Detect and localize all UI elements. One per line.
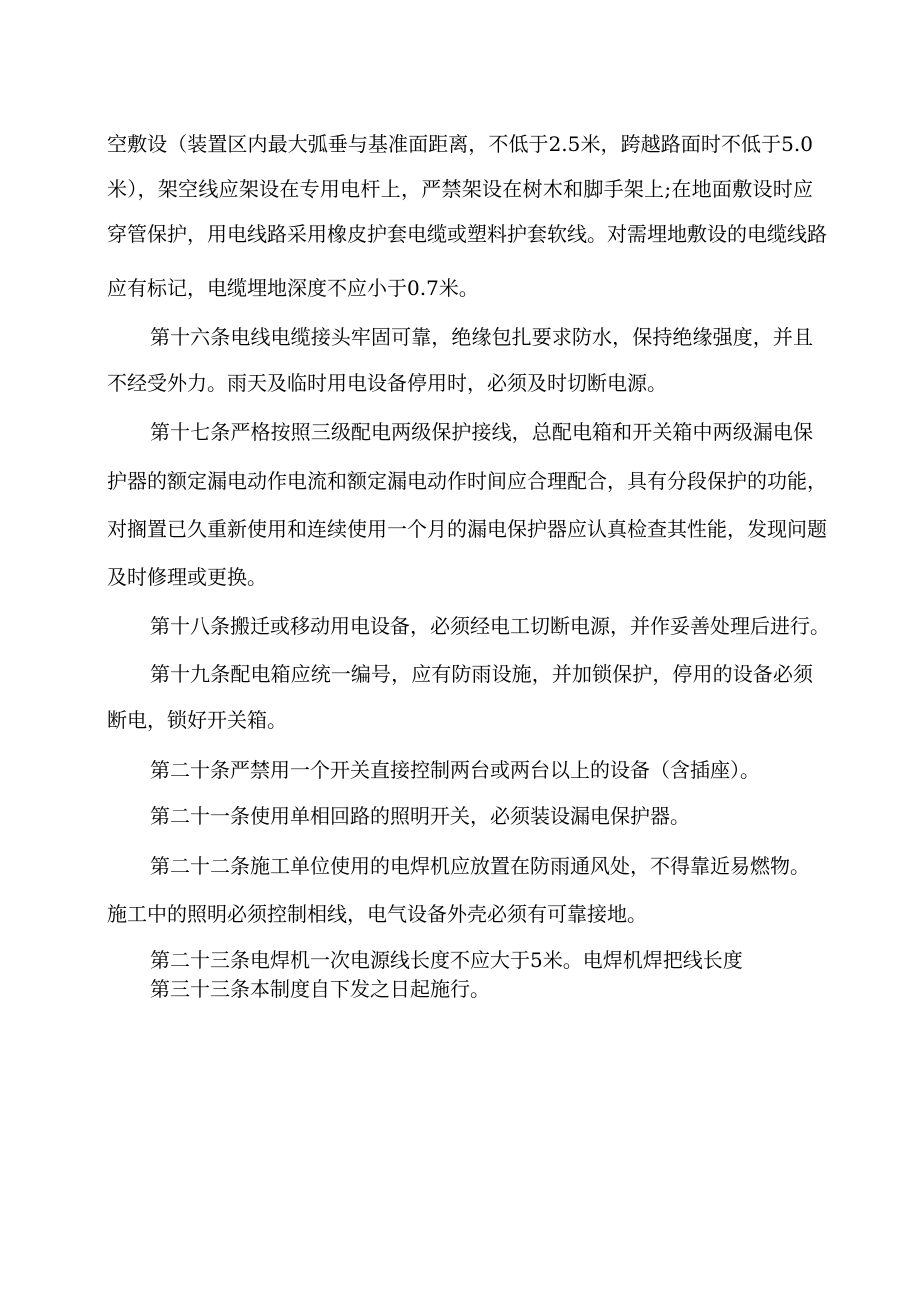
article-17-line: 对搁置已久重新使用和连续使用一个月的漏电保护器应认真检查其性能，发现问题 (107, 517, 827, 541)
article-19-line: 第十九条配电箱应统一编号，应有防雨设施，并加锁保护，停用的设备必须 (150, 662, 813, 686)
article-17-line: 第十七条严格按照三级配电两级保护接线，总配电箱和开关箱中两级漏电保 (150, 420, 813, 444)
paragraph-line: 米），架空线应架设在专用电杆上，严禁架设在树木和脚手架上;在地面敷设时应 (107, 177, 813, 201)
article-17-line: 及时修理或更换。 (107, 565, 267, 589)
article-18-line: 第十八条搬迁或移动用电设备，必须经电工切断电源，并作妥善处理后进行。 (150, 614, 830, 638)
paragraph-line: 应有标记，电缆埋地深度不应小于0.7米。 (107, 276, 479, 300)
article-20-line: 第二十条严禁用一个开关直接控制两台或两台以上的设备（含插座）。 (150, 758, 760, 782)
article-22-line: 第二十二条施工单位使用的电焊机应放置在防雨通风处，不得靠近易燃物。 (150, 854, 810, 878)
article-16-line: 第十六条电线电缆接头牢固可靠，绝缘包扎要求防水，保持绝缘强度，并且 (150, 325, 813, 349)
article-21-line: 第二十一条使用单相回路的照明开关，必须装设漏电保护器。 (150, 804, 690, 828)
article-22-line: 施工中的照明必须控制相线，电气设备外壳必须有可靠接地。 (107, 902, 647, 926)
article-23-line: 第二十三条电焊机一次电源线长度不应大于5米。电焊机焊把线长度 (150, 948, 743, 972)
article-33-line: 第三十三条本制度自下发之日起施行。 (150, 977, 490, 1001)
paragraph-line: 穿管保护，用电线路采用橡皮护套电缆或塑料护套软线。对需埋地敷设的电缆线路 (107, 222, 827, 246)
article-19-line: 断电，锁好开关箱。 (107, 708, 287, 732)
article-17-line: 护器的额定漏电动作电流和额定漏电动作时间应合理配合，具有分段保护的功能， (107, 469, 827, 493)
paragraph-line: 空敷设（装置区内最大弧垂与基准面距离，不低于2.5米，跨越路面时不低于5.0 (107, 132, 813, 156)
article-16-line: 不经受外力。雨天及临时用电设备停用时，必须及时切断电源。 (107, 371, 667, 395)
